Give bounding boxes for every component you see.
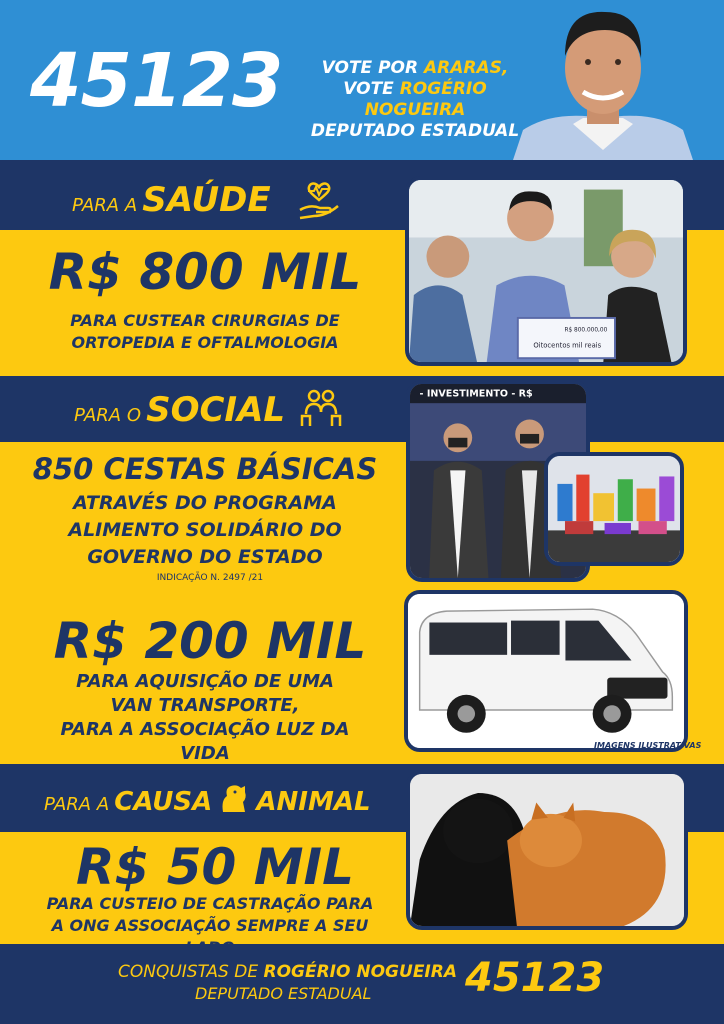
slogan-city: ARARAS, <box>424 58 509 78</box>
animal-title-b: ANIMAL <box>256 787 371 817</box>
event-banner-text: - INVESTIMENTO - R$ <box>419 388 533 400</box>
animal-amount: R$ 50 MIL <box>76 838 354 896</box>
saude-title <box>72 180 271 220</box>
van-desc-line: PARA AQUISIÇÃO DE UMA <box>76 671 334 692</box>
slogan-text: VOTE <box>343 79 400 99</box>
social-title-text: SOCIAL <box>146 390 286 430</box>
candidate-photo <box>513 0 693 160</box>
animal-title <box>44 782 371 817</box>
saude-title-text: SAÚDE <box>142 180 271 220</box>
footer-title <box>118 962 457 982</box>
dog-icon <box>217 782 251 814</box>
social-desc-line: GOVERNO DO ESTADO <box>87 546 323 568</box>
check-value: R$ 800.000,00 <box>564 327 608 334</box>
saude-desc-line: ORTOPEDIA E OFTALMOLOGIA <box>71 333 339 352</box>
slogan-text: VOTE POR <box>321 58 424 78</box>
saude-description <box>40 310 370 354</box>
van-description <box>45 670 365 766</box>
campaign-slogan <box>300 58 530 142</box>
saude-photo <box>405 176 687 366</box>
animal-photo <box>406 770 688 930</box>
social-desc-line: ATRAVÉS DO PROGRAMA <box>73 492 337 514</box>
footer-candidate: ROGÉRIO NOGUEIRA <box>263 962 458 982</box>
animal-desc-line: A ONG ASSOCIAÇÃO SEMPRE A SEU <box>51 916 369 935</box>
animal-prefix: PARA A <box>44 794 110 815</box>
van-desc-line: VAN TRANSPORTE, <box>110 695 300 716</box>
illustrative-caption: IMAGENS ILUSTRATIVAS <box>594 741 702 750</box>
saude-desc-line: PARA CUSTEAR CIRURGIAS DE <box>70 311 340 330</box>
footer-text: CONQUISTAS DE <box>118 962 264 982</box>
animal-title-a: CAUSA <box>114 787 213 817</box>
slogan-office: DEPUTADO ESTADUAL <box>310 121 520 141</box>
slogan-candidate: ROGÉRIO NOGUEIRA <box>364 79 487 120</box>
social-title <box>74 390 285 430</box>
saude-amount: R$ 800 MIL <box>48 243 362 301</box>
footer-candidate-number: 45123 <box>465 955 605 1001</box>
van-desc-line: PARA A ASSOCIAÇÃO LUZ DA VIDA <box>60 719 350 764</box>
candidate-number: 45123 <box>30 38 283 124</box>
social-desc-line: ALIMENTO SOLIDÁRIO DO <box>68 519 342 541</box>
health-hand-icon <box>298 180 340 220</box>
social-description <box>50 490 360 571</box>
food-basket-photo <box>544 452 684 566</box>
people-icon <box>300 386 342 428</box>
animal-desc-line: PARA CUSTEIO DE CASTRAÇÃO PARA <box>46 894 374 913</box>
van-photo <box>404 590 688 752</box>
social-indicacao: INDICAÇÃO N. 2497 /21 <box>156 573 264 583</box>
van-amount: R$ 200 MIL <box>53 612 367 670</box>
saude-prefix: PARA A <box>72 195 138 216</box>
footer-office: DEPUTADO ESTADUAL <box>195 984 372 1003</box>
social-prefix: PARA O <box>74 405 141 426</box>
social-amount: 850 CESTAS BÁSICAS <box>32 452 378 486</box>
check-text: Oitocentos mil reais <box>533 341 602 350</box>
